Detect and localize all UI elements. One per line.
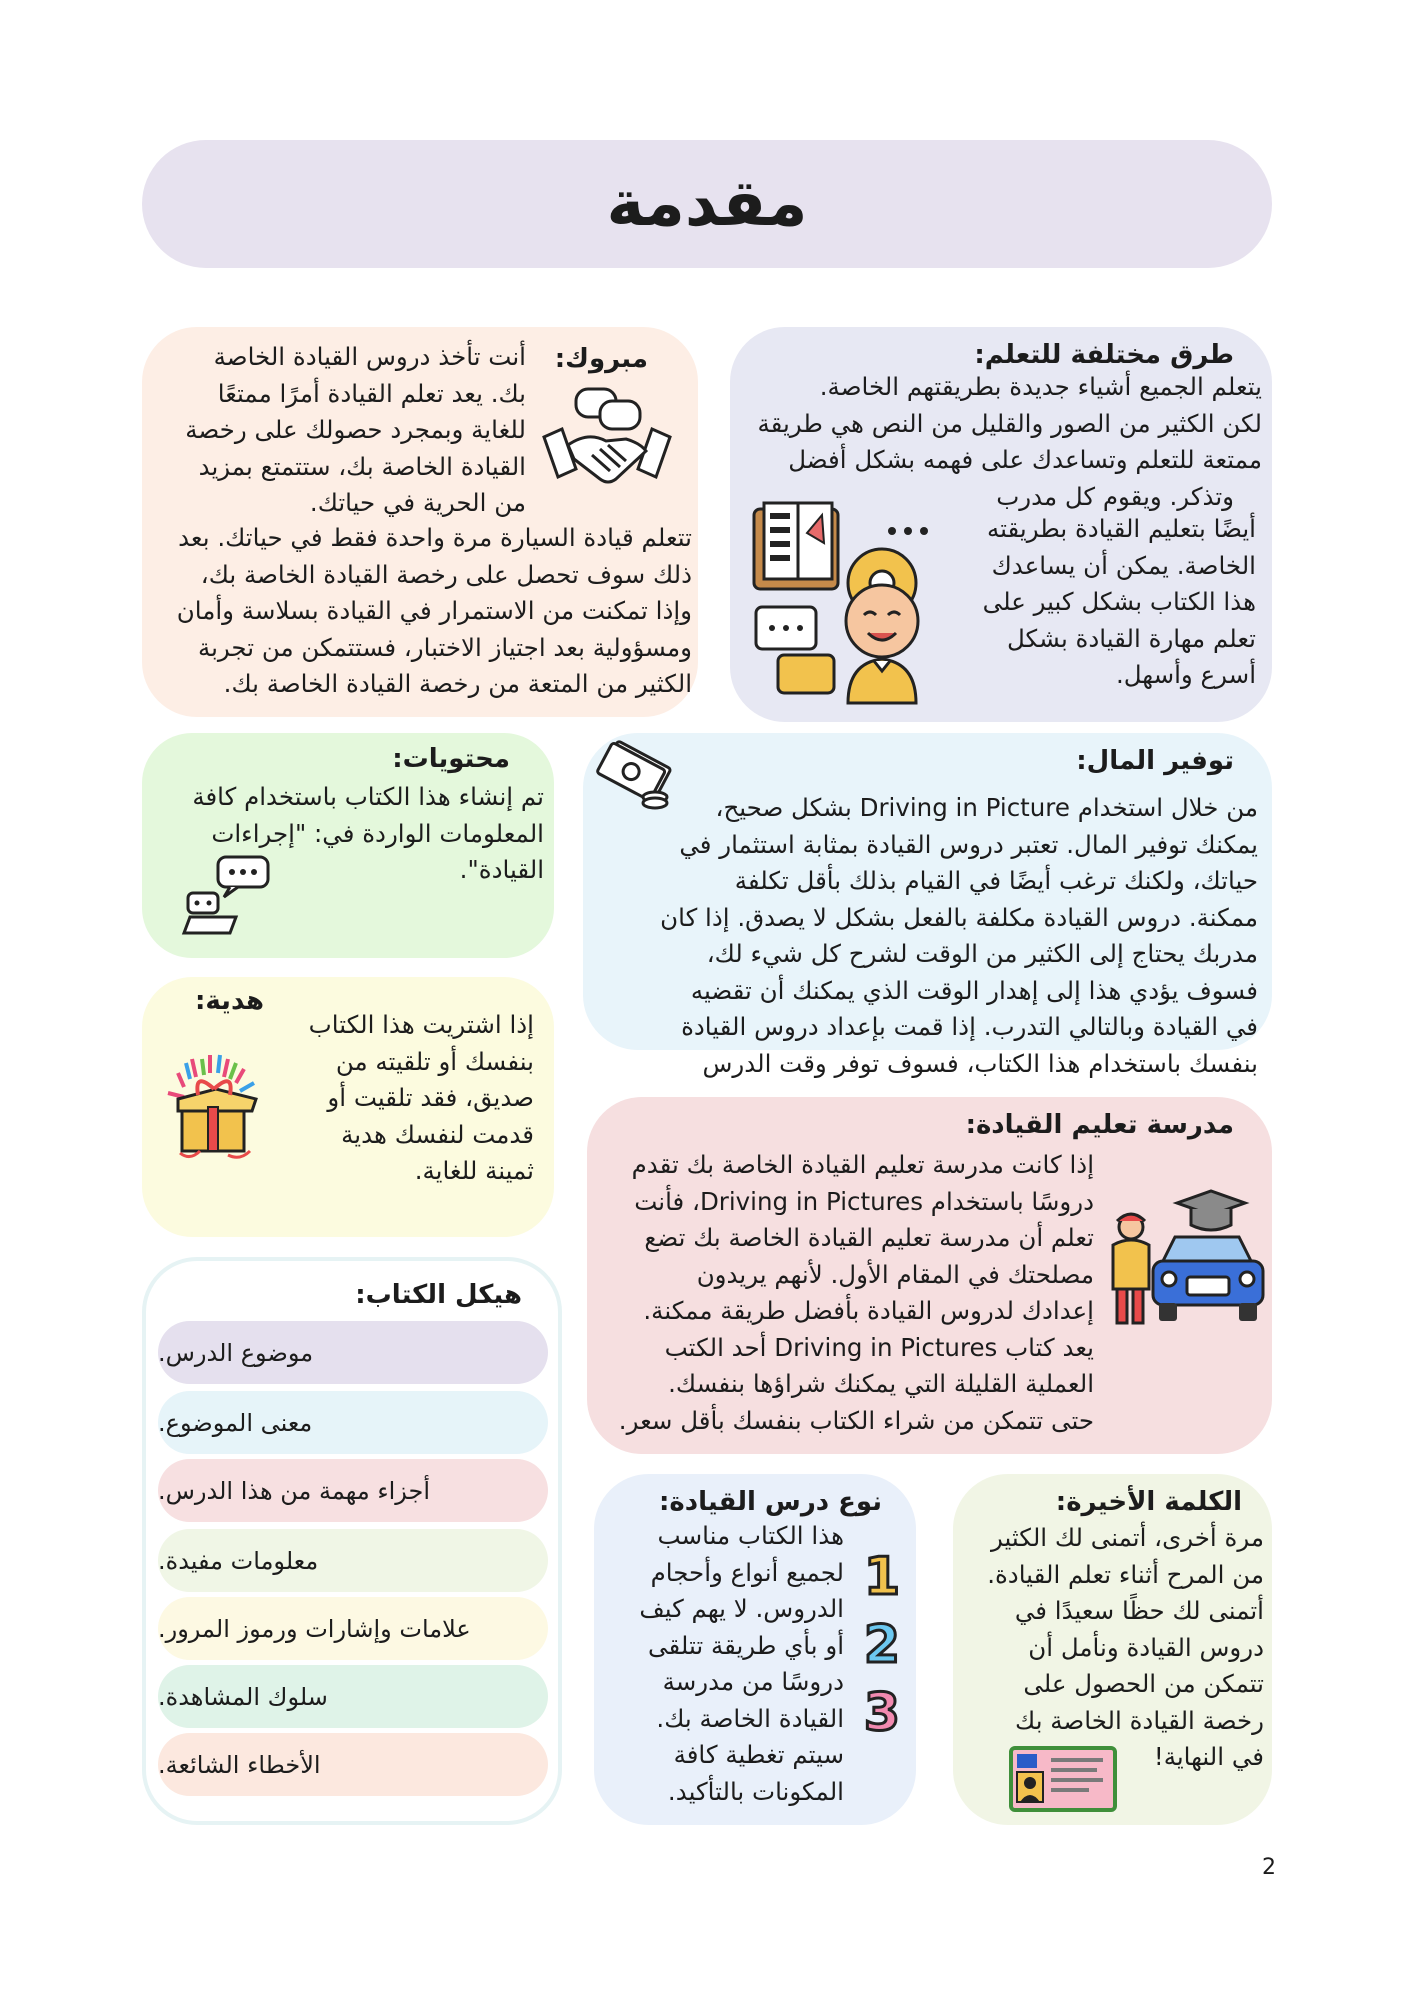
structure-item: [158, 1529, 548, 1592]
text-line: من خلال استخدام Driving in Picture بشكل صحيح،: [715, 793, 1258, 822]
text-line: حياتك، ولكنك ترغب أيضًا في القيام بذلك بأقل تكلفة: [734, 866, 1258, 895]
learning-person-icon: [752, 503, 952, 703]
text-line: هذا الكتاب مناسب: [657, 1521, 844, 1550]
text-line: يعد كتاب Driving in Pictures أحد الكتب: [664, 1332, 1094, 1362]
text-line: لكن الكثير من الصور والقليل من النص هي طريقة: [757, 408, 1262, 438]
text-line: أسرع وأسهل.: [1115, 660, 1256, 689]
card-text-bottom: [146, 520, 692, 703]
card-heading: نوع درس القيادة:: [659, 1487, 882, 1517]
card-text-bottom: [956, 511, 1256, 694]
text-line: من الحرية في حياتك.: [309, 488, 526, 517]
numbers-1-2-3-icon: [852, 1547, 912, 1750]
structure-item-label: معنى الموضوع.: [158, 1408, 313, 1437]
text-line: بنفسك باستخدام هذا الكتاب، فسوف توفر وقت الدرس: [702, 1048, 1258, 1078]
text-line: في القيادة وبالتالي التدرب. إذا قمت بإعداد دروس القيادة: [681, 1012, 1258, 1041]
card-lesson-type: [594, 1474, 916, 1825]
text-line: يتعلم الجميع أشياء جديدة بطريقتهم الخاصة.: [819, 372, 1262, 401]
structure-item-label: سلوك المشاهدة.: [158, 1682, 328, 1711]
text-line: ممتعة للتعلم وتساعدك على فهمه بشكل أفضل: [788, 445, 1262, 474]
card-text: [598, 790, 1258, 1082]
text-line: إذا اشتريت هذا الكتاب: [308, 1010, 534, 1039]
card-driving-school: [587, 1097, 1272, 1454]
card-saving-money: [583, 733, 1272, 1078]
driving-instructor-car-icon: [1107, 1187, 1267, 1327]
driving-license-icon: [1009, 1746, 1117, 1812]
card-heading: مدرسة تعليم القيادة:: [965, 1110, 1234, 1140]
title-banner: [142, 140, 1272, 268]
text-line: الدروس. لا يهم كيف: [639, 1594, 844, 1623]
text-line: أتمنى لك حظًا سعيدًا في: [1014, 1596, 1264, 1625]
text-line: تتمكن من الحصول على: [1023, 1669, 1264, 1698]
text-line: القيادة".: [459, 855, 544, 884]
text-line: تعلم مهارة القيادة بشكل: [1007, 623, 1256, 653]
text-line: قدمت لنفسك هدية: [341, 1119, 534, 1149]
text-line: مدربك يحتاج إلى الكثير من الوقت لشرح كل شيء لك،: [706, 939, 1258, 968]
structure-item: [158, 1391, 548, 1454]
text-line: سيتم تغطية كافة: [673, 1740, 844, 1769]
text-line: أو بأي طريقة تتلقى: [648, 1630, 844, 1660]
text-line: دروس القيادة ونأمل أن: [1028, 1632, 1264, 1662]
card-book-structure: [142, 1257, 562, 1825]
text-line: رخصة القيادة الخاصة بك: [1015, 1705, 1264, 1735]
page-number: 2: [1262, 1855, 1276, 1880]
card-text-top: [146, 339, 526, 522]
text-line: للغاية وبمجرد حصولك على رخصة: [185, 415, 526, 444]
handshake-icon: [542, 387, 672, 497]
text-line: مصلحتك في المقام الأول. لأنهم يريدون: [696, 1259, 1094, 1289]
number-1: 1: [863, 1547, 901, 1607]
text-line: المكونات بالتأكيد.: [667, 1776, 844, 1806]
text-line: مرة أخرى، أتمنى لك الكثير: [990, 1523, 1264, 1552]
structure-item-label: علامات وإشارات ورموز المرور.: [158, 1614, 471, 1643]
structure-item-label: الأخطاء الشائعة.: [158, 1750, 321, 1779]
text-line: أنت تأخذ دروس القيادة الخاصة: [213, 342, 526, 371]
text-line: بنفسك أو تلقيته من: [335, 1046, 534, 1076]
structure-item-label: موضوع الدرس.: [158, 1338, 314, 1367]
text-line: بك. يعد تعلم القيادة أمرًا ممتعًا: [217, 378, 526, 408]
text-line: إذا كانت مدرسة تعليم القيادة الخاصة بك تقدم: [631, 1150, 1094, 1179]
text-line: دروسًا من مدرسة: [662, 1667, 844, 1696]
text-line: تعلم أن مدرسة تعليم القيادة الخاصة بك تضع: [644, 1223, 1094, 1252]
card-heading: محتويات:: [392, 744, 510, 774]
text-line: ممكنة. دروس القيادة مكلفة بالفعل بشكل لا يصدق. إذا كان: [660, 902, 1258, 932]
structure-item: [158, 1733, 548, 1796]
text-line: صديق، فقد تلقيت أو: [327, 1083, 534, 1112]
text-line: ثمينة للغاية.: [414, 1156, 534, 1185]
card-learning-methods: [730, 327, 1272, 722]
card-heading: مبروك:: [554, 344, 648, 374]
text-line: إعدادك لدروس القيادة بأفضل طريقة ممكنة.: [643, 1296, 1094, 1325]
chat-robot-icon: [182, 855, 272, 935]
text-line: الكثير من المتعة من رخصة القيادة الخاصة بك.: [223, 669, 692, 698]
page-title: مقدمة: [606, 167, 808, 241]
structure-item: [158, 1459, 548, 1522]
structure-item: [158, 1597, 548, 1660]
text-line: من المرح أثناء تعلم القيادة.: [987, 1559, 1264, 1589]
card-text-top: [742, 369, 1262, 515]
card-contents: [142, 733, 554, 958]
card-heading: الكلمة الأخيرة:: [1055, 1487, 1242, 1517]
text-line: يمكنك توفير المال. تعتبر دروس القيادة بمثابة استثمار في: [679, 829, 1258, 859]
text-line: وتذكر. ويقوم كل مدرب: [996, 481, 1234, 511]
text-line: تتعلم قيادة السيارة مرة واحدة فقط في حياتك. بعد: [178, 523, 692, 552]
number-3: 3: [863, 1683, 901, 1743]
text-line: القيادة الخاصة بك.: [656, 1703, 844, 1733]
text-line: الخاصة. يمكن أن يساعدك: [991, 550, 1256, 580]
text-line: تم إنشاء هذا الكتاب باستخدام كافة: [192, 782, 544, 811]
card-text: [594, 1147, 1094, 1439]
card-text: [284, 1007, 534, 1190]
card-text: [594, 1518, 844, 1810]
card-heading: هدية:: [195, 986, 264, 1016]
text-line: القيادة الخاصة بك، ستتمتع بمزيد: [198, 451, 526, 481]
structure-item-label: معلومات مفيدة.: [158, 1546, 319, 1575]
money-icon: [601, 743, 675, 809]
card-text: [959, 1520, 1264, 1776]
card-gift: [142, 977, 554, 1237]
card-heading: هيكل الكتاب:: [355, 1280, 522, 1310]
text-line: حتى تتمكن من شراء الكتاب بنفسك بأقل سعر.: [618, 1405, 1094, 1435]
structure-item-label: أجزاء مهمة من هذا الدرس.: [158, 1476, 431, 1505]
text-line: فسوف يؤدي هذا إلى إهدار الوقت الذي يمكنك أن تقضيه: [690, 975, 1258, 1005]
structure-item: [158, 1321, 548, 1384]
card-heading: طرق مختلفة للتعلم:: [974, 340, 1234, 370]
structure-item: [158, 1665, 548, 1728]
text-line: لجميع أنواع وأحجام: [650, 1557, 844, 1587]
text-line: هذا الكتاب بشكل كبير على: [982, 587, 1256, 616]
text-line: ومسؤولية بعد اجتياز الاختبار، فستتمكن من تجربة: [197, 632, 692, 662]
text-line: المعلومات الواردة في: "إجراءات: [211, 818, 544, 848]
text-line: العملية القليلة التي يمكنك شراؤها بنفسك.: [668, 1369, 1094, 1398]
text-line: ذلك سوف تحصل على رخصة القيادة الخاصة بك،: [200, 559, 692, 589]
card-last-word: [953, 1474, 1272, 1825]
number-2: 2: [863, 1615, 901, 1675]
text-line: دروسًا باستخدام Driving in Pictures، فأنت: [634, 1186, 1094, 1216]
text-line: وإذا تمكنت من الاستمرار في القيادة بسلاسة وأمان: [176, 596, 692, 625]
text-line: أيضًا بتعليم القيادة بطريقته: [987, 514, 1256, 543]
text-line: في النهاية!: [1153, 1742, 1264, 1771]
card-heading: توفير المال:: [1076, 746, 1234, 776]
gift-box-icon: [158, 1053, 268, 1163]
card-congrats: [142, 327, 698, 717]
